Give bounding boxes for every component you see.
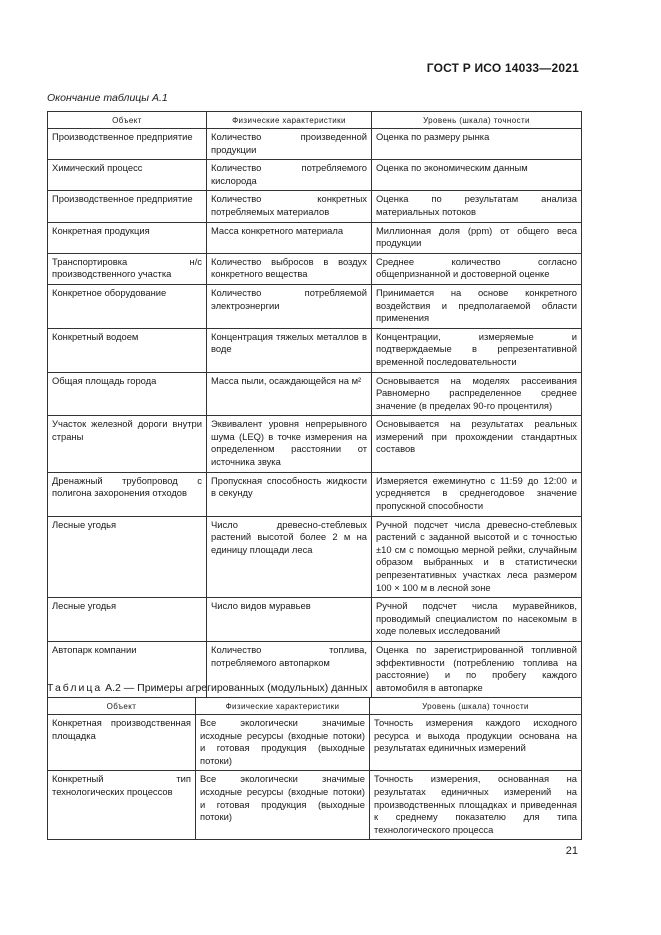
cell-physical: Количество выбросов в воздух конкретного вещества <box>207 253 372 284</box>
cell-object: Конкретный водоем <box>48 328 207 372</box>
cell-physical: Количество топлива, потребляемого автопарком <box>207 642 372 698</box>
cell-accuracy: Оценка по экономическим данным <box>372 160 582 191</box>
table-a1-caption: Окончание таблицы А.1 <box>47 92 168 104</box>
cell-physical: Масса пыли, осаждающейся на м² <box>207 372 372 416</box>
cell-object: Лесные угодья <box>48 516 207 598</box>
cell-physical: Масса конкретного материала <box>207 222 372 253</box>
cell-object: Химический процесс <box>48 160 207 191</box>
cell-object: Дренажный трубопровод с полигона захоронения отходов <box>48 472 207 516</box>
table-row <box>48 516 582 598</box>
cell-accuracy: Оценка по результатам анализа материальных потоков <box>372 191 582 222</box>
cell-physical: Концентрация тяжелых металлов в воде <box>207 328 372 372</box>
table-header-row <box>48 112 582 129</box>
table-row <box>48 598 582 642</box>
column-header-accuracy: Уровень (шкала) точности <box>370 698 582 715</box>
cell-physical: Эквивалент уровня непрерывного шума (LEQ) в точке измерения на определенном расстоянии от источника звука <box>207 416 372 472</box>
column-header-physical: Физические характеристики <box>207 112 372 129</box>
table-row <box>48 284 582 328</box>
cell-object: Производственное предприятие <box>48 191 207 222</box>
cell-physical: Пропускная способность жидкости в секунду <box>207 472 372 516</box>
cell-accuracy: Среднее количество согласно общепризнанной и достоверной оценке <box>372 253 582 284</box>
table-row <box>48 191 582 222</box>
cell-accuracy: Ручной подсчет числа древесно-стеблевых растений с заданной высотой и с точностью ±10 см с помощью мерной рейки, случайным образом выбранных и в статистически репрезентативных участках леса размером 100 × 100 м в лесной зоне <box>372 516 582 598</box>
cell-physical: Число видов муравьев <box>207 598 372 642</box>
cell-object: Конкретная продукция <box>48 222 207 253</box>
table-a2-caption-text: А.2 — Примеры агрегированных (модульных) данных <box>102 682 368 694</box>
cell-object: Производственное предприятие <box>48 129 207 160</box>
cell-object: Транспортировка н/с производственного участка <box>48 253 207 284</box>
cell-accuracy: Ручной подсчет числа муравейников, проводимый специалистом по насекомым в ходе полевых исследований <box>372 598 582 642</box>
cell-object: Общая площадь города <box>48 372 207 416</box>
table-a1 <box>47 111 582 698</box>
cell-object: Участок железной дороги внутри страны <box>48 416 207 472</box>
table-row <box>48 472 582 516</box>
cell-physical: Количество произведенной продукции <box>207 129 372 160</box>
cell-physical: Количество потребляемого кислорода <box>207 160 372 191</box>
table-row <box>48 253 582 284</box>
cell-accuracy: Измеряется ежеминутно с 11:59 до 12:00 и усредняется в среднегодовое значение пропускной способности <box>372 472 582 516</box>
cell-object: Конкретный тип технологических процессов <box>48 771 196 840</box>
cell-object: Автопарк компании <box>48 642 207 698</box>
column-header-object: Объект <box>48 112 207 129</box>
cell-object: Лесные угодья <box>48 598 207 642</box>
table-header-row <box>48 698 582 715</box>
column-header-accuracy: Уровень (шкала) точности <box>372 112 582 129</box>
cell-physical: Все экологически значимые исходные ресурсы (входные потоки) и готовая продукция (выходные потоки) <box>196 715 370 771</box>
table-row <box>48 160 582 191</box>
cell-accuracy: Основывается на моделях рассеивания Равномерно распределенное среднее значение (в пределах 90-го процентиля) <box>372 372 582 416</box>
table-row <box>48 416 582 472</box>
cell-accuracy: Оценка по размеру рынка <box>372 129 582 160</box>
table-a2-caption-prefix: Таблица <box>47 682 103 694</box>
cell-physical: Количество потребляемой электроэнергии <box>207 284 372 328</box>
cell-object: Конкретная производственная площадка <box>48 715 196 771</box>
cell-accuracy: Миллионная доля (ppm) от общего веса продукции <box>372 222 582 253</box>
table-row <box>48 328 582 372</box>
table-row <box>48 222 582 253</box>
table-row <box>48 372 582 416</box>
page-number: 21 <box>565 845 578 857</box>
table-row <box>48 771 582 840</box>
cell-physical: Все экологически значимые исходные ресурсы (входные потоки) и готовая продукция (выходные потоки) <box>196 771 370 840</box>
cell-accuracy: Оценка по зарегистрированной топливной эффективности (потреблению топлива на расстояние) и по пробегу каждого автомобиля в автопарке <box>372 642 582 698</box>
table-row <box>48 715 582 771</box>
standard-designation: ГОСТ Р ИСО 14033—2021 <box>426 61 579 75</box>
table-a2 <box>47 697 582 840</box>
cell-object: Конкретное оборудование <box>48 284 207 328</box>
table-row <box>48 129 582 160</box>
cell-accuracy: Основывается на результатах реальных измерений при прохождении стандартных составов <box>372 416 582 472</box>
cell-accuracy: Концентрации, измеряемые и подтверждаемые в репрезентативной временной последовательности <box>372 328 582 372</box>
cell-physical: Количество конкретных потребляемых материалов <box>207 191 372 222</box>
cell-accuracy: Принимается на основе конкретного воздействия и предполагаемой области применения <box>372 284 582 328</box>
column-header-physical: Физические характеристики <box>196 698 370 715</box>
cell-physical: Число древесно-стеблевых растений высотой более 2 м на единицу площади леса <box>207 516 372 598</box>
table-a2-caption <box>47 682 368 694</box>
column-header-object: Объект <box>48 698 196 715</box>
cell-accuracy: Точность измерения, основанная на результатах единичных измерений на производственных площадках и приведенная к среднему показателю для типа технологического процесса <box>370 771 582 840</box>
cell-accuracy: Точность измерения каждого исходного ресурса и выхода продукции основана на результатах единичных измерений <box>370 715 582 771</box>
